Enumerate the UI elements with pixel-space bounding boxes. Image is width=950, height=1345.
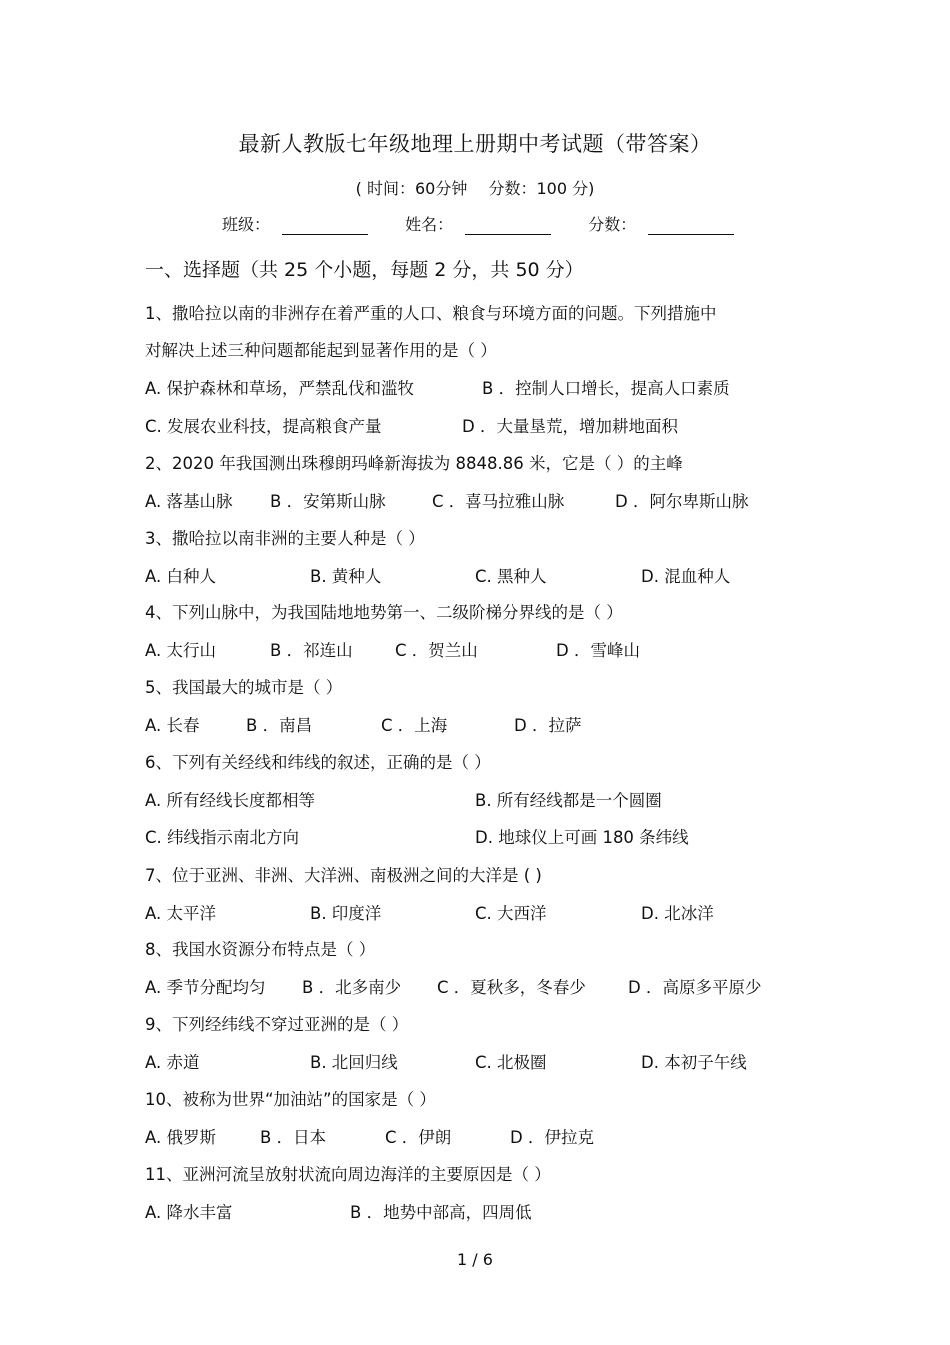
q9-option-d: D. 本初子午线 [641, 1053, 747, 1072]
class-label: 班级： [222, 215, 271, 234]
question-10: 10、被称为世界“加油站”的国家是（ ） [145, 1090, 436, 1109]
question-5: 5、我国最大的城市是（ ） [145, 678, 343, 697]
question-1-line-1: 1、撒哈拉以南的非洲存在着严重的人口、粮食与环境方面的问题。下列措施中 [145, 304, 717, 323]
question-6: 6、下列有关经线和纬线的叙述，正确的是（ ） [145, 753, 491, 772]
section-heading: 一、选择题（共 25 个小题，每题 2 分，共 50 分） [145, 259, 584, 281]
document-title: 最新人教版七年级地理上册期中考试题（带答案） [238, 132, 712, 156]
q7-option-b: B. 印度洋 [310, 904, 382, 923]
q4-option-c: C ．贺兰山 [395, 641, 478, 660]
q6-option-d: D. 地球仪上可画 180 条纬线 [475, 828, 689, 847]
q5-option-b: B ．南昌 [246, 716, 313, 735]
q9-option-a: A. 赤道 [145, 1053, 200, 1072]
q2-option-b: B ．安第斯山脉 [270, 492, 386, 511]
q2-option-c: C ．喜马拉雅山脉 [432, 492, 565, 511]
score-field [588, 212, 734, 235]
score-label: 分数：100 分) [488, 179, 595, 198]
q8-option-d: D ．高原多平原少 [628, 978, 762, 997]
q8-option-b: B ．北多南少 [302, 978, 402, 997]
score-blank[interactable] [648, 214, 734, 235]
class-field [222, 212, 368, 235]
time-score-line [0, 176, 950, 199]
q1-option-a: A. 保护森林和草场，严禁乱伐和滥牧 [145, 379, 414, 398]
q9-option-c: C. 北极圈 [475, 1053, 547, 1072]
q6-option-a: A. 所有经线长度都相等 [145, 791, 315, 810]
q7-option-d: D. 北冰洋 [641, 904, 714, 923]
page-number: 1 / 6 [457, 1250, 493, 1269]
q11-option-a: A. 降水丰富 [145, 1203, 233, 1222]
q10-option-b: B ．日本 [260, 1128, 327, 1147]
q10-option-a: A. 俄罗斯 [145, 1128, 216, 1147]
q4-option-d: D ．雪峰山 [556, 641, 640, 660]
question-2: 2、2020 年我国测出珠穆朗玛峰新海拔为 8848.86 米，它是（ ）的主峰 [145, 454, 683, 473]
question-1-line-2: 对解决上述三种问题都能起到显著作用的是（ ） [145, 341, 497, 360]
time-label: ( 时间：60分钟 [355, 179, 468, 198]
question-3: 3、撒哈拉以南非洲的主要人种是（ ） [145, 529, 425, 548]
question-11: 11、亚洲河流呈放射状流向周边海洋的主要原因是（ ） [145, 1165, 551, 1184]
question-4: 4、下列山脉中，为我国陆地地势第一、二级阶梯分界线的是（ ） [145, 603, 623, 622]
question-9: 9、下列经纬线不穿过亚洲的是（ ） [145, 1015, 409, 1034]
question-7: 7、位于亚洲、非洲、大洋洲、南极洲之间的大洋是 ( ) [145, 866, 542, 885]
class-blank[interactable] [282, 214, 368, 235]
name-label: 姓名： [405, 215, 454, 234]
q2-option-a: A. 落基山脉 [145, 492, 233, 511]
q3-option-b: B. 黄种人 [310, 567, 382, 586]
score-field-label: 分数： [588, 215, 637, 234]
q6-option-b: B. 所有经线都是一个圆圈 [475, 791, 662, 810]
q1-option-b: B ．控制人口增长，提高人口素质 [482, 379, 730, 398]
q8-option-c: C ．夏秋多，冬春少 [437, 978, 586, 997]
q5-option-c: C ．上海 [381, 716, 448, 735]
q3-option-c: C. 黑种人 [475, 567, 547, 586]
q5-option-d: D ．拉萨 [514, 716, 582, 735]
name-blank[interactable] [465, 214, 551, 235]
q1-option-c: C. 发展农业科技，提高粮食产量 [145, 417, 382, 436]
student-info-fields [222, 212, 766, 235]
q11-option-b: B ．地势中部高，四周低 [350, 1203, 532, 1222]
q7-option-a: A. 太平洋 [145, 904, 216, 923]
q10-option-d: D ．伊拉克 [510, 1128, 594, 1147]
q4-option-b: B ．祁连山 [270, 641, 353, 660]
name-field [405, 212, 551, 235]
q4-option-a: A. 太行山 [145, 641, 216, 660]
q3-option-a: A. 白种人 [145, 567, 216, 586]
question-8: 8、我国水资源分布特点是（ ） [145, 940, 376, 959]
q10-option-c: C ．伊朗 [385, 1128, 452, 1147]
q3-option-d: D. 混血种人 [641, 567, 731, 586]
q6-option-c: C. 纬线指示南北方向 [145, 828, 300, 847]
q1-option-d: D ．大量垦荒，增加耕地面积 [462, 417, 678, 436]
q7-option-c: C. 大西洋 [475, 904, 547, 923]
q8-option-a: A. 季节分配均匀 [145, 978, 266, 997]
q9-option-b: B. 北回归线 [310, 1053, 398, 1072]
q2-option-d: D ．阿尔卑斯山脉 [615, 492, 749, 511]
q5-option-a: A. 长春 [145, 716, 200, 735]
